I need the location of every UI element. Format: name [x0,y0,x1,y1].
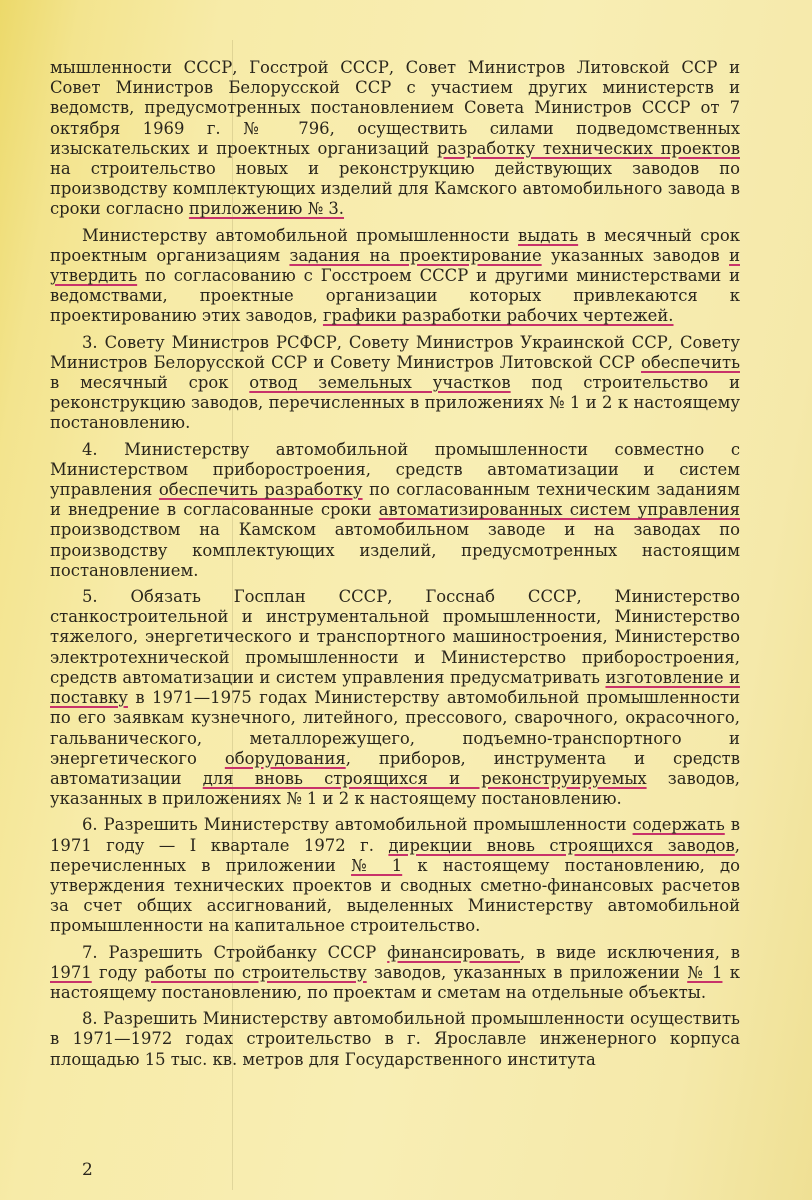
text-segment: 4. Министерству автомобильной промышленности совместно с Министерством приборостроения, средств автоматизации и систем управления [50,439,740,500]
text-segment: в месячный срок проектным организациям [50,225,740,265]
text-segment: 5. Обязать Госплан СССР, Госснаб СССР, Министерство станкостроительной и инструментальной промышленности, Министерство тяжелого, энергетического и транспортного машиностроения, Министерство электротехнической промышленности и Министерство приборостроения, средств автоматизации и систем управления предусматривать [50,587,740,687]
page-number: 2 [82,1160,93,1180]
text-segment: , приборов, инструмента и средств автоматизации [50,748,740,788]
text-segment: по согласованию с Госстроем СССР и другими министерствами и ведомствами, проектные организации которых привлекаются к проектированию этих заводов, [50,266,740,326]
text-segment: в 1971—1975 годах Министерству автомобильной промышленности по его заявкам кузнечного, литейного, прессового, сварочного, окрасочного, гальванического, металлорежущего, подъемно-транспортного и энергетического [50,688,740,768]
text-segment: указанных заводов [541,245,730,265]
paragraph [50,815,740,936]
underlined-phrase: обеспечить разработку [158,480,363,500]
text-segment: по согласованным техническим заданиям и внедрение в согласованные сроки [50,480,740,520]
underlined-phrase: задания на проектирование [289,245,542,265]
underlined-phrase: и утвердить [50,245,740,286]
paragraph [50,943,740,1004]
underlined-phrase: автоматизированных систем управления [378,500,740,520]
underlined-phrase: № 1 [351,855,403,875]
underlined-phrase: отвод земельных участков [249,373,511,393]
underlined-phrase: обеспечить [641,352,740,372]
underlined-phrase: приложению № 3. [188,199,345,219]
paragraph [50,333,740,434]
text-segment: 3. Совету Министров РСФСР, Совету Министров Украинской ССР, Совету Министров Белорусской ССР и Совету Министров Литовской ССР [50,332,740,372]
paragraph [50,587,740,809]
text-segment: 7. Разрешить Стройбанку СССР [82,942,388,962]
underlined-phrase: работы по строительству [144,962,367,982]
text-segment: , в виде исключения, в [520,942,741,962]
text-segment: в 1971 году — I квартале 1972 г. [50,815,740,855]
text-segment: под строительство и реконструкцию заводов, перечисленных в приложениях № 1 и 2 к настоящему постановлению. [50,373,740,433]
paragraph [50,226,740,327]
text-segment: году [91,962,145,982]
paragraph [50,1009,740,1070]
text-segment: , перечисленных в приложении [50,835,740,875]
text-segment: на строительство новых и реконструкцию действующих заводов по производству комплектующих изделий для Камского автомобильного завода в сроки согласно [50,159,740,219]
underlined-phrase: 1971 [50,962,92,982]
document-body [50,58,740,1076]
text-segment: к настоящему постановлению, по проектам и сметам на отдельные объекты. [50,962,740,1002]
text-segment: заводов, указанных в приложениях № 1 и 2 к настоящему постановлению. [50,768,740,809]
underlined-phrase: № 1 [687,962,723,982]
paragraph [50,58,740,220]
underlined-phrase: графики разработки рабочих чертежей. [322,306,674,326]
text-segment: в месячный срок [50,373,250,393]
paragraph [50,440,740,581]
underlined-phrase: для вновь строящихся и реконструируемых [202,768,647,788]
underlined-phrase: содержать [632,815,725,835]
underlined-phrase: дирекции вновь строящихся заводов [388,835,735,855]
underlined-phrase: изготовление и поставку [50,667,740,708]
text-segment: мышленности СССР, Госстрой СССР, Совет Министров Литовской ССР и Совет Министров Белорусской ССР с участием других министерств и ведомств, предусмотренных постановлением Совета Министров СССР от 7 октября 1969 г. № 796, осуществить силами подведомственных изыскательских и проектных организаций [50,58,740,158]
underlined-phrase: оборудования [224,748,346,768]
text-segment: заводов, указанных в приложении [366,962,688,982]
text-segment: 8. Разрешить Министерству автомобильной промышленности осуществить в 1971—1972 годах строительство в г. Ярославле инженерного корпуса площадью 15 тыс. кв. метров для Государственного института [50,1009,740,1069]
text-segment: к настоящему постановлению, до утверждения технических проектов и сводных сметно-финансовых расчетов за счет общих ассигнований, выделенных Министерству автомобильной промышленности на капитальное строительство. [50,855,740,936]
text-segment: 6. Разрешить Министерству автомобильной промышленности [82,815,633,835]
underlined-phrase: выдать [517,225,579,245]
underlined-phrase: разработку технических проектов [436,138,740,158]
text-segment: производством на Камском автомобильном заводе и на заводах по производству комплектующих изделий, предусмотренных настоящим постановлением. [50,520,740,580]
text-segment: Министерству автомобильной промышленности [82,225,518,245]
underlined-phrase: финансировать [387,942,520,962]
